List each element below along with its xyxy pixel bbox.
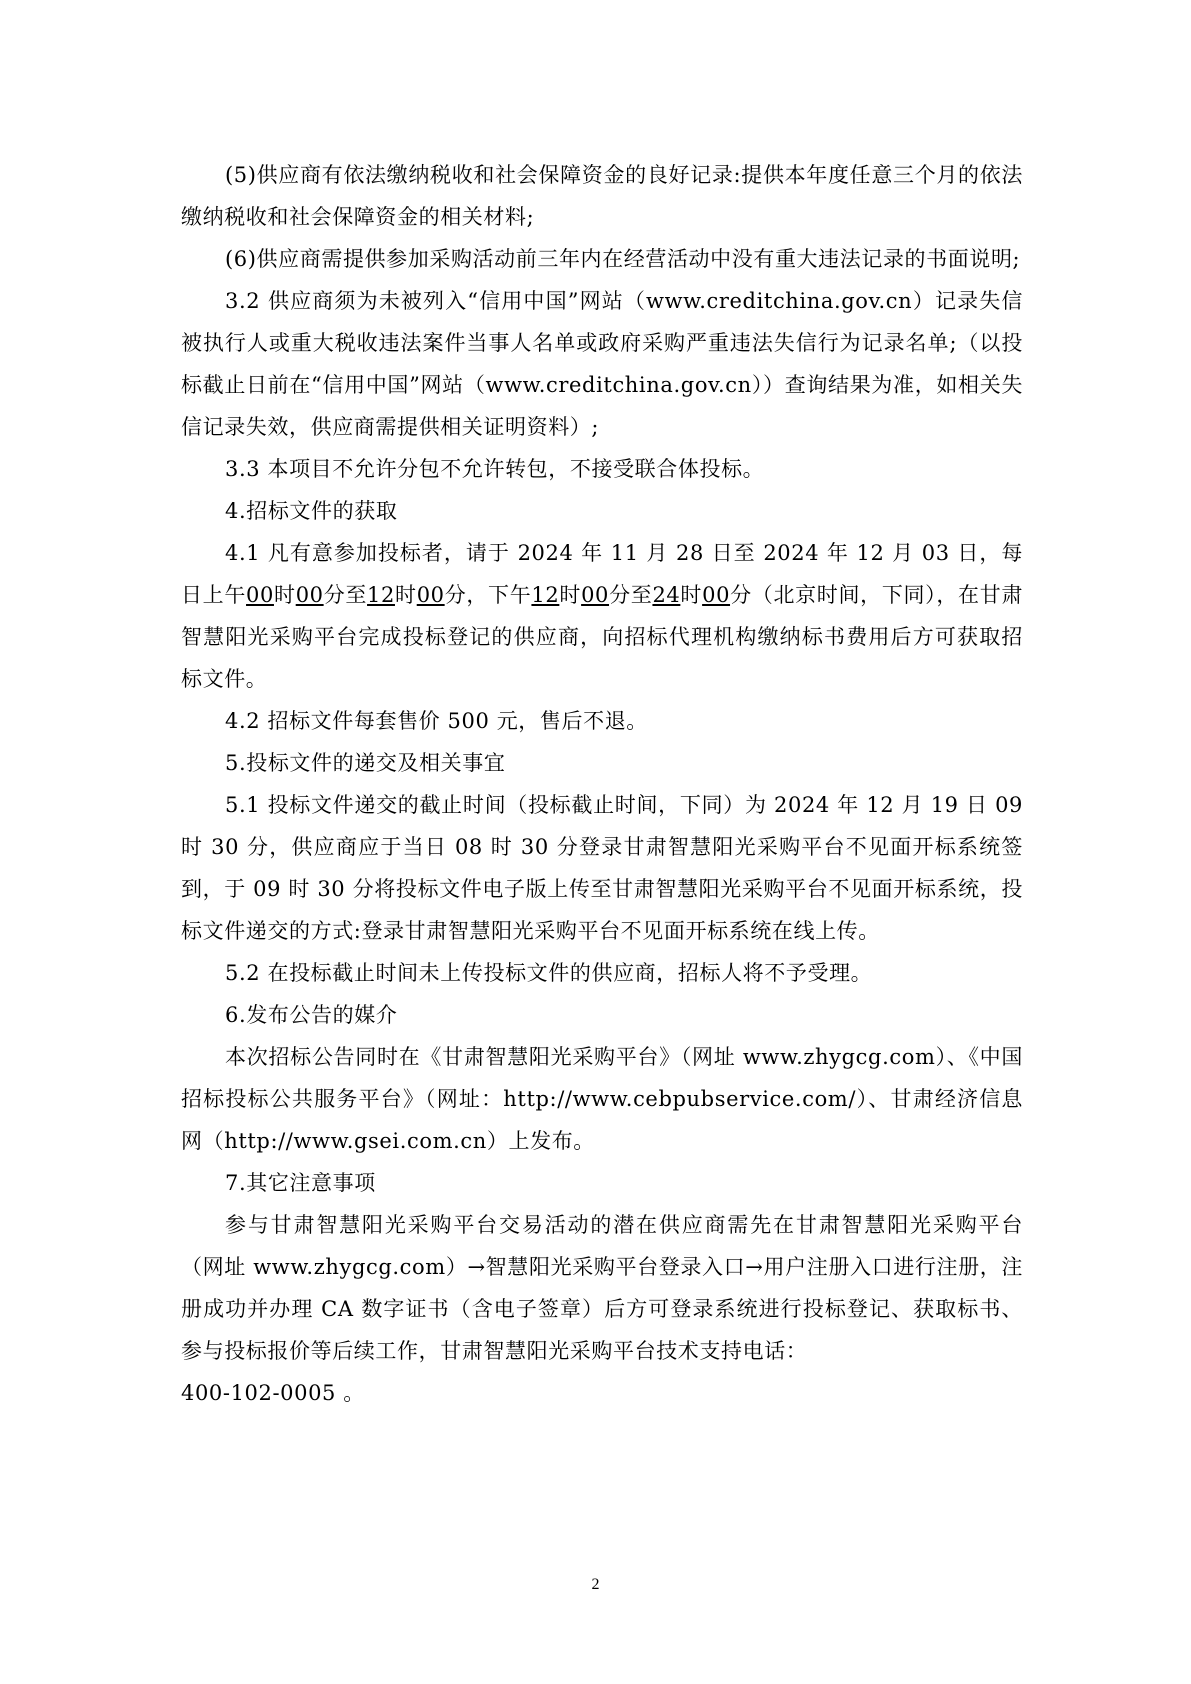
page-number: 2 <box>591 1576 600 1593</box>
paragraph-registration: 参与甘肃智慧阳光采购平台交易活动的潜在供应商需先在甘肃智慧阳光采购平台（网址 www.zhygcg.com）→智慧阳光采购平台登录入口→用户注册入口进行注册，注册成功并办理 CA 数字证书（含电子签章）后方可登录系统进行投标登记、获取标书、参与投标报价等后续工作，甘肃智慧阳光采购平台技术支持电话： <box>181 1213 1023 1363</box>
heading-other-notes: 7.其它注意事项 <box>225 1171 376 1195</box>
heading-obtain-documents: 4.招标文件的获取 <box>225 499 398 523</box>
minute-to-unit: 分至 <box>323 583 368 607</box>
minute-to-unit: 分至 <box>609 583 653 607</box>
obtain-text-1: 4.1 凡有意参加投标者，请于 2024 年 11 月 28 日至 2024 年 12 月 03 日，每日上午 <box>181 541 1023 607</box>
am-end-hour: 12 <box>367 583 395 607</box>
heading-submission: 5.投标文件的递交及相关事宜 <box>225 751 506 775</box>
hour-unit: 时 <box>394 583 417 607</box>
paragraph-announcement-media: 本次招标公告同时在《甘肃智慧阳光采购平台》（网址 www.zhygcg.com）、《中国招标投标公共服务平台》（网址：http://www.cebpubservice.com/）、甘肃经济信息网（http://www.gsei.com.cn）上发布。 <box>181 1045 1023 1153</box>
obtain-text-2: 分（北京时间，下同），在甘肃智慧阳光采购平台完成投标登记的供应商，向招标代理机构缴纳标书费用后方可获取招标文件。 <box>181 583 1023 691</box>
paragraph-tax-records: (5)供应商有依法缴纳税收和社会保障资金的良好记录:提供本年度任意三个月的依法缴纳税收和社会保障资金的相关材料; <box>181 163 1023 229</box>
pm-start-minute: 00 <box>581 583 610 607</box>
paragraph-obtain-time <box>181 532 1023 700</box>
pm-end-minute: 00 <box>702 583 731 607</box>
paragraph-document-price: 4.2 招标文件每套售价 500 元，售后不退。 <box>225 709 648 733</box>
hour-unit: 时 <box>680 583 703 607</box>
paragraph-submission-deadline: 5.1 投标文件递交的截止时间（投标截止时间，下同）为 2024 年 12 月 19 日 09 时 30 分，供应商应于当日 08 时 30 分登录甘肃智慧阳光采购平台不见面开标系统签到，于 09 时 30 分将投标文件电子版上传至甘肃智慧阳光采购平台不见面开标系统，投标文件递交的方式:登录甘肃智慧阳光采购平台不见面开标系统在线上传。 <box>181 793 1023 943</box>
hour-unit: 时 <box>273 583 296 607</box>
paragraph-credit-china: 3.2 供应商须为未被列入“信用中国”网站（www.creditchina.gov.cn）记录失信被执行人或重大税收违法案件当事人名单或政府采购严重违法失信行为记录名单;（以投标截止日前在“信用中国”网站（www.creditchina.gov.cn））查询结果为准，如相关失信记录失效，供应商需提供相关证明资料）; <box>181 289 1023 439</box>
hour-unit: 时 <box>559 583 582 607</box>
document-body <box>181 154 1023 1414</box>
am-end-minute: 00 <box>416 583 445 607</box>
pm-start-hour: 12 <box>531 583 560 607</box>
afternoon-text: 分，下午 <box>444 583 532 607</box>
paragraph-late-submission: 5.2 在投标截止时间未上传投标文件的供应商，招标人将不予受理。 <box>225 961 873 985</box>
heading-announcement-media: 6.发布公告的媒介 <box>225 1003 398 1027</box>
paragraph-no-subcontract: 3.3 本项目不允许分包不允许转包，不接受联合体投标。 <box>225 457 765 481</box>
am-start-minute: 00 <box>295 583 324 607</box>
pm-end-hour: 24 <box>652 583 681 607</box>
am-start-hour: 00 <box>246 583 274 607</box>
paragraph-no-violation-statement: (6)供应商需提供参加采购活动前三年内在经营活动中没有重大违法记录的书面说明; <box>225 247 1021 271</box>
support-phone: 400-102-0005 。 <box>181 1381 365 1405</box>
